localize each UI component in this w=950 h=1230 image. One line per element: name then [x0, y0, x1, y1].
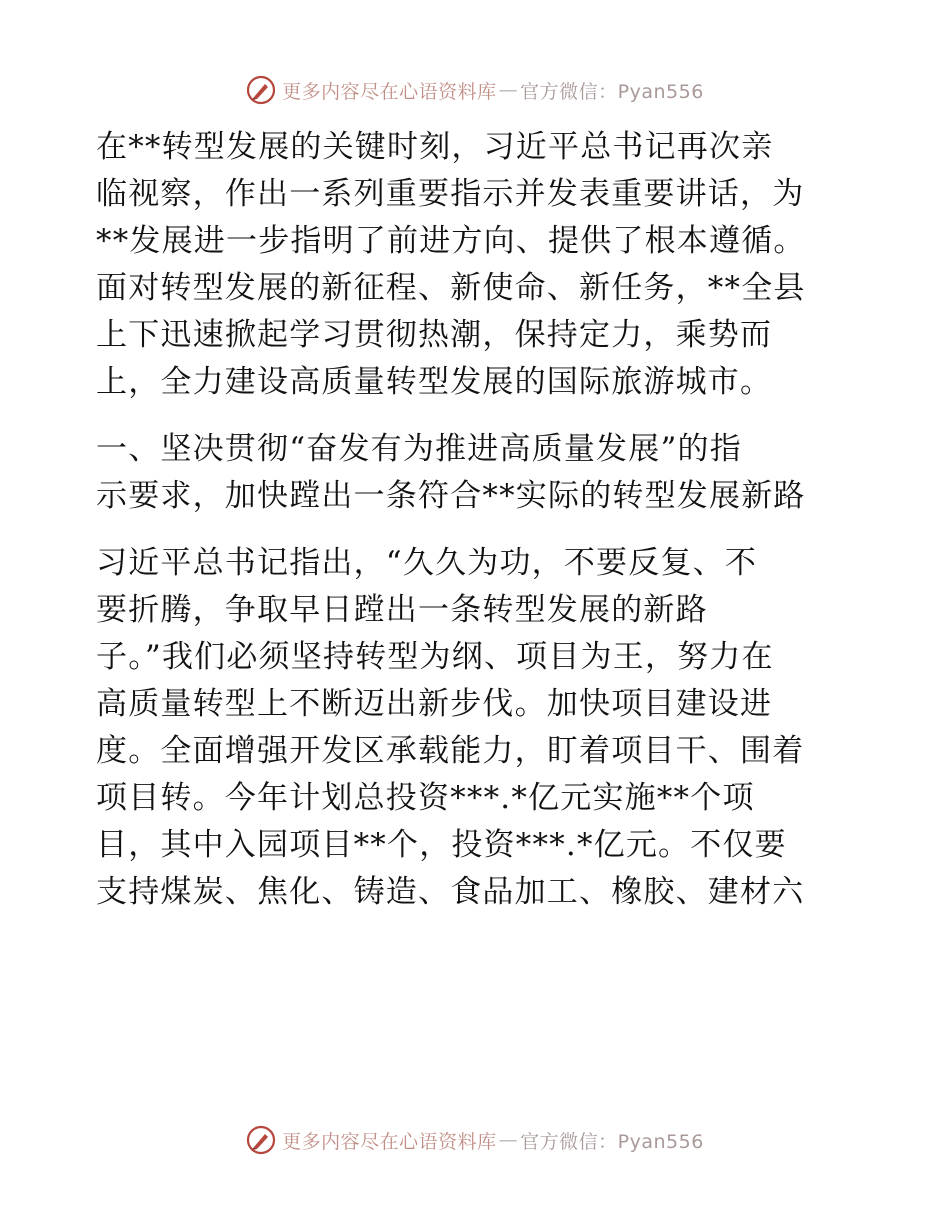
text-line: 临视察，作出一系列重要指示并发表重要讲话，为 — [96, 176, 805, 212]
text-line: 高质量转型上不断迈出新步伐。加快项目建设进 — [96, 686, 773, 722]
header-watermark — [0, 70, 950, 110]
text-line: 上下迅速掀起学习贯彻热潮，保持定力，乘势而 — [96, 317, 773, 353]
text-line: 子。”我们必须坚持转型为纲、项目为王，努力在 — [96, 639, 774, 675]
text-line: **发展进一步指明了前进方向、提供了根本遵循。 — [96, 223, 806, 259]
text-line: 目，其中入园项目**个，投资***.*亿元。不仅要 — [96, 827, 787, 863]
watermark-separator: — — [498, 1129, 519, 1151]
text-line: 上，全力建设高质量转型发展的国际旅游城市。 — [96, 364, 773, 400]
text-line: 在**转型发展的关键时刻，习近平总书记再次亲 — [96, 129, 774, 165]
text-line: 面对转型发展的新征程、新使命、新任务，**全县 — [96, 270, 806, 306]
text-line: 度。全面增强开发区承载能力，盯着项目干、围着 — [96, 733, 805, 769]
watermark-contact: 官方微信：Pyan556 — [520, 1130, 704, 1153]
watermark-text: 更多内容尽在心语资料库 — [282, 1130, 497, 1153]
watermark-separator: — — [498, 79, 519, 101]
text-line: 支持煤炭、焦化、铸造、食品加工、橡胶、建材六 — [96, 874, 805, 910]
watermark-text: 更多内容尽在心语资料库 — [282, 80, 497, 103]
paragraph-body — [96, 540, 856, 916]
pen-nib-logo-icon — [246, 1125, 276, 1155]
text-line: 项目转。今年计划总投资***.*亿元实施**个项 — [96, 780, 755, 816]
footer-watermark — [0, 1120, 950, 1160]
section-heading — [96, 426, 856, 520]
heading-line: 一、坚决贯彻“奋发有为推进高质量发展”的指 — [96, 431, 742, 467]
document-body — [96, 124, 856, 916]
watermark-contact: 官方微信：Pyan556 — [520, 80, 704, 103]
heading-line: 示要求，加快蹚出一条符合**实际的转型发展新路 — [96, 478, 806, 514]
paragraph-intro — [96, 124, 856, 406]
pen-nib-logo-icon — [246, 75, 276, 105]
text-line: 习近平总书记指出，“久久为功，不要反复、不 — [96, 545, 758, 581]
text-line: 要折腾，争取早日蹚出一条转型发展的新路 — [96, 592, 708, 628]
